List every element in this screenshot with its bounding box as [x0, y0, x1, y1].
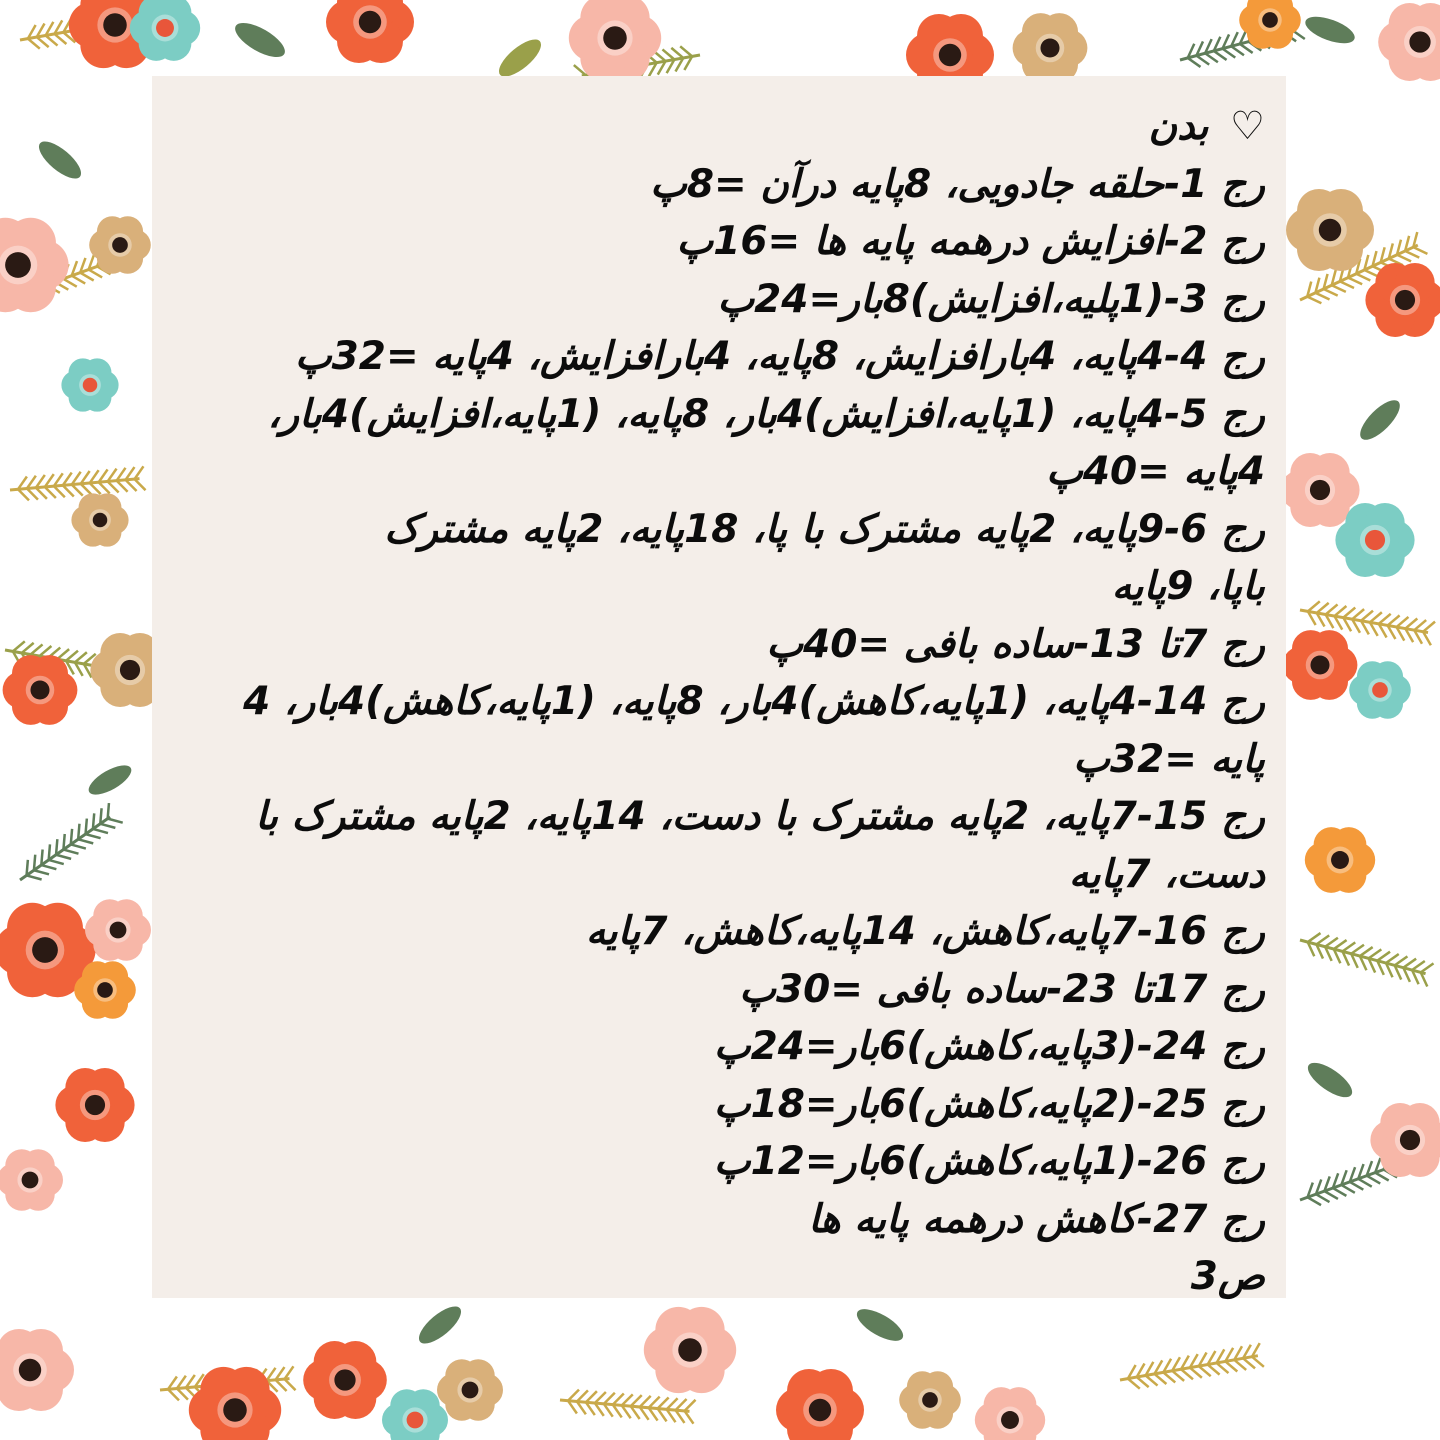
- pattern-text: [185, 98, 1265, 1306]
- leaf-icon: [852, 1303, 907, 1347]
- section-heading: بدن: [1148, 104, 1209, 149]
- leaf-icon: [1302, 11, 1358, 48]
- flower-icon: [55, 1068, 134, 1142]
- leaf-icon: [230, 16, 290, 63]
- row-line: رج 16-7پایه،کاهش، 14پایه،کاهش، 7پایه: [585, 909, 1265, 954]
- flower-icon: [0, 218, 69, 312]
- flower-icon: [326, 0, 414, 63]
- leaf-icon: [1303, 1057, 1358, 1104]
- row-line: رج 14-4پایه، (1پایه،کاهش)4بار، 8پایه، (1پایه،کاهش)4بار، 4: [243, 679, 1265, 724]
- flower-icon: [975, 1387, 1045, 1440]
- row-line: رج 4-4پایه، 4بارافزایش، 8پایه، 4بارافزایش، 4پایه =32پ: [294, 334, 1265, 379]
- flower-icon: [0, 1149, 63, 1211]
- flower-icon: [382, 1389, 448, 1440]
- page-marker: ص3: [1190, 1254, 1265, 1299]
- leaf-sprig-icon: [559, 1388, 696, 1424]
- row-line: رج 17تا 23-ساده بافی =30پ: [739, 966, 1265, 1012]
- flower-icon: [1013, 13, 1088, 83]
- row-line: دست، 7پایه: [1068, 851, 1265, 897]
- flower-icon: [303, 1341, 387, 1419]
- flower-icon: [1349, 661, 1411, 718]
- flower-icon: [1286, 189, 1374, 271]
- row-line: رج 25-(2پایه،کاهش)6بار=18پ: [713, 1081, 1265, 1127]
- flower-icon: [61, 358, 118, 411]
- flower-icon: [0, 1329, 74, 1411]
- row-line: رج 26-(1پایه،کاهش)6بار=12پ: [713, 1139, 1265, 1184]
- flower-icon: [1283, 630, 1358, 700]
- leaf-icon: [84, 760, 135, 801]
- flower-icon: [1378, 3, 1440, 81]
- flower-icon: [776, 1369, 864, 1440]
- leaf-icon: [33, 135, 86, 184]
- flower-icon: [71, 493, 128, 546]
- row-line: رج 5-4پایه، (1پایه،افزایش)4بار، 8پایه، (1پایه،افزایش)4بار،: [267, 391, 1265, 437]
- row-line: رج 7تا 13-ساده بافی =40پ: [766, 621, 1265, 667]
- flower-icon: [644, 1307, 736, 1393]
- row-line: رج 3-(1پلیه،افزایش)8بار=24پ: [717, 276, 1265, 322]
- leaf-sprig-icon: [9, 466, 146, 502]
- leaf-sprig-icon: [1297, 928, 1434, 986]
- leaf-icon: [413, 1300, 466, 1349]
- flower-icon: [899, 1371, 961, 1428]
- row-line: پایه =32پ: [1073, 736, 1265, 782]
- row-line: رج 24-(3پایه،کاهش)6بار=24پ: [713, 1024, 1265, 1069]
- row-line: باپا، 9پایه: [1111, 564, 1265, 609]
- row-line: رج 2-افزایش درهمه پایه ها =16پ: [676, 219, 1265, 264]
- heading-line: [185, 98, 1265, 156]
- flower-icon: [3, 655, 78, 725]
- heart-outline-icon: ♡: [1230, 104, 1265, 149]
- row-line: رج 6-9پایه، 2پایه مشترک با پا، 18پایه، 2پایه مشترک: [384, 506, 1265, 552]
- leaf-sprig-icon: [13, 803, 123, 890]
- row-line: 4پایه =40پ: [1046, 449, 1265, 494]
- flower-icon: [569, 0, 661, 81]
- row-line: رج 27-کاهش درهمه پایه ها: [808, 1196, 1265, 1242]
- flower-icon: [1370, 1103, 1440, 1177]
- flower-icon: [1365, 263, 1440, 337]
- flower-icon: [437, 1359, 503, 1421]
- leaf-icon: [1354, 394, 1405, 445]
- row-line: رج 1-حلقه جادویی، 8پایه درآن =8پ: [650, 161, 1265, 207]
- leaf-sprig-icon: [1118, 1343, 1264, 1392]
- row-line: رج 15-7پایه، 2پایه مشترک با دست، 14پایه، 2پایه مشترک با: [255, 794, 1265, 839]
- flower-icon: [1305, 827, 1375, 893]
